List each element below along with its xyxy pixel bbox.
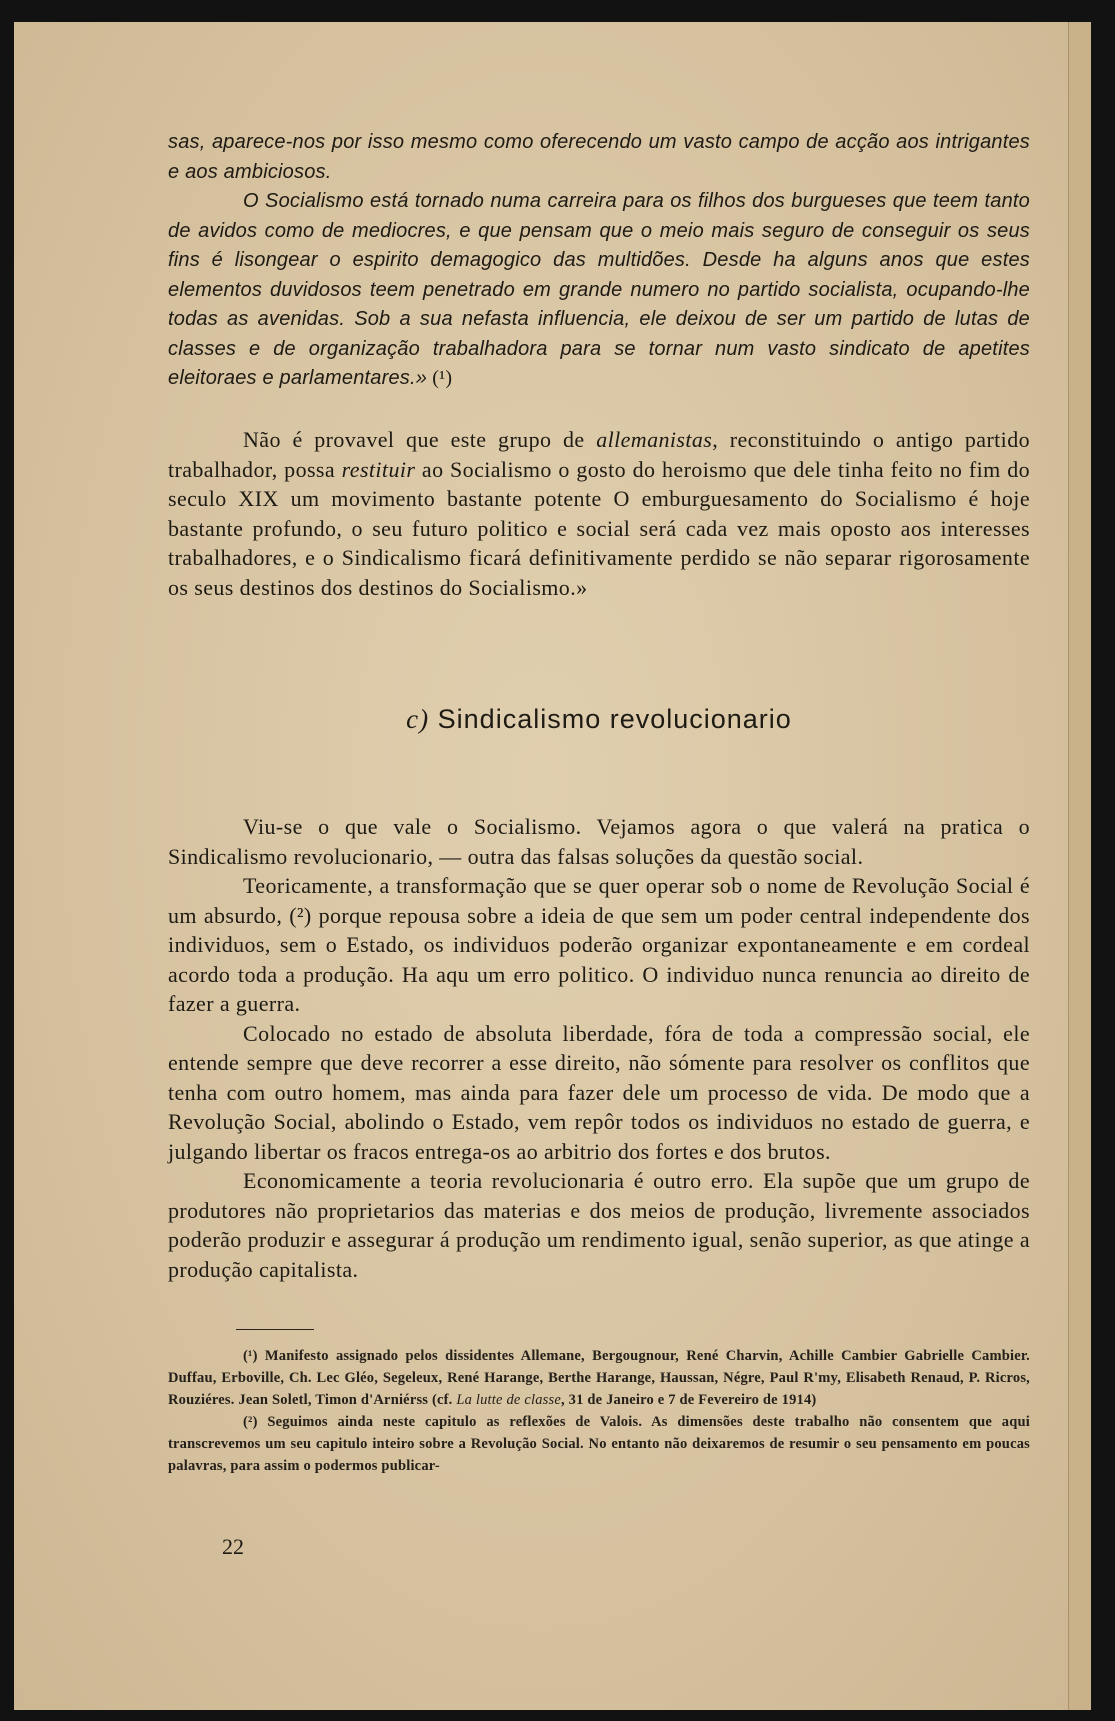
footnote-1 <box>168 1345 1030 1411</box>
section-paragraph-1: Viu-se o que vale o Socialismo. Vejamos agora o que valerá na pratica o Sindicalismo revolucionario, — outra das falsas soluções da questão social. <box>168 814 1030 869</box>
footnote-ref-1: (¹) <box>427 367 453 389</box>
page-number: 22 <box>222 1534 244 1559</box>
section-paragraph-2 <box>168 871 1030 1019</box>
quote-continuation <box>168 425 1030 602</box>
section-heading <box>168 704 1030 735</box>
paragraph-2-text-b: porque repousa sobre a ideia de que sem um poder central independente dos individuos, sem o Estado, os individuos poderão organizar expontaneamente e em cordeal acordo toda a produção. Ha aqu um erro politico. O individuo nunca renuncia ao direito de fazer a guerra. <box>168 902 1030 1016</box>
italic-quote-block <box>168 128 1030 394</box>
continuation-italic-1: allemanistas <box>596 427 713 452</box>
section-title: Sindicalismo revolucionario <box>429 704 792 734</box>
quote-continuation-paragraph <box>168 425 1030 602</box>
continuation-text-2: , reconstituindo o antigo partido trabalhador, possa <box>168 427 1030 482</box>
section-letter: c) <box>406 704 430 734</box>
italic-paragraph-2 <box>168 187 1030 394</box>
paragraph-2-text-a: Teoricamente, a transformação que se quer operar sob o nome de Revolução Social é um absurdo, <box>168 873 1030 928</box>
footnote-1-text-b: , 31 de Janeiro e 7 de Fevereiro de 1914) <box>561 1392 817 1408</box>
italic-paragraph-1: sas, aparece-nos por isso mesmo como oferecendo um vasto campo de acção aos intrigantes e aos ambiciosos. <box>168 131 1030 183</box>
continuation-text-1: Não é provavel que este grupo de <box>243 427 597 452</box>
footnote-ref-2: (²) <box>282 902 312 928</box>
page-edge <box>1068 22 1091 1710</box>
footnote-rule <box>236 1329 314 1330</box>
section-body <box>168 812 1030 1284</box>
footnote-2: (²) Seguimos ainda neste capitulo as reflexões de Valois. As dimensões deste trabalho não consentem que aqui transcrevemos um seu capitulo inteiro sobre a Revolução Social. No entanto não deixaremos de resumir o seu pensamento em poucas palavras, para assim o podermos publicar- <box>168 1414 1030 1474</box>
footnote-1-italic: La lutte de classe <box>456 1392 561 1408</box>
section-paragraph-4: Economicamente a teoria revolucionaria é outro erro. Ela supõe que um grupo de produtores não proprietarios das materias e dos meios de produção, livremente associados poderão produzir e assegurar á produção um rendimento igual, senão superior, as que atinge a produção capitalista. <box>168 1168 1030 1282</box>
continuation-text-3: ao Socialismo o gosto do heroismo que dele tinha feito no fim do seculo XIX um movimento bastante potente O emburguesamento do Socialismo é hoje bastante profundo, o seu futuro politico e social será cada vez mais oposto aos interesses trabalhadores, e o Sindicalismo ficará definitivamente perdido se não separar rigorosamente os seus destinos dos destinos do Socialismo.» <box>168 456 1030 600</box>
continuation-italic-2: restituir <box>341 456 416 482</box>
footnote-1-text-a: (¹) Manifesto assignado pelos dissidentes Allemane, Bergougnour, René Charvin, Achille Cambier Gabrielle Cambier. Duffau, Erboville, Ch. Lec Gléo, Segeleux, René Harange, Berthe Harange, Haussan, Négre, Paul R'my, Elisabeth Renaud, P. Ricros, Rouziéres. Jean Soletl, Timon d'Arniérss (cf. <box>168 1348 1030 1408</box>
section-paragraph-3: Colocado no estado de absoluta liberdade, fóra de toda a compressão social, ele entende sempre que deve recorrer a esse direito, não sómente para resolver os conflitos que tenha com outro homem, mas ainda para fazer dele um processo de vida. De modo que a Revolução Social, abolindo o Estado, vem repôr todos os individuos no estado de guerra, e julgando libertar os fracos entrega-os ao arbitrio dos fortes e dos brutos. <box>168 1020 1030 1164</box>
italic-paragraph-2-text: O Socialismo está tornado numa carreira para os filhos dos burgueses que teem tanto de avidos como de mediocres, e que pensam que o meio mais seguro de conseguir os seus fins é lisongear o espirito demagogico das multidões. Desde ha alguns anos que estes elementos duvidosos teem penetrado em grande numero no partido socialista, ocupando-lhe todas as avenidas. Sob a sua nefasta influencia, ele deixou de ser um partido de lutas de classes e de organização trabalhadora para se tornar num vasto sindicato de apetites eleitoraes e parlamentares.» <box>168 190 1030 389</box>
footnotes <box>168 1345 1030 1477</box>
